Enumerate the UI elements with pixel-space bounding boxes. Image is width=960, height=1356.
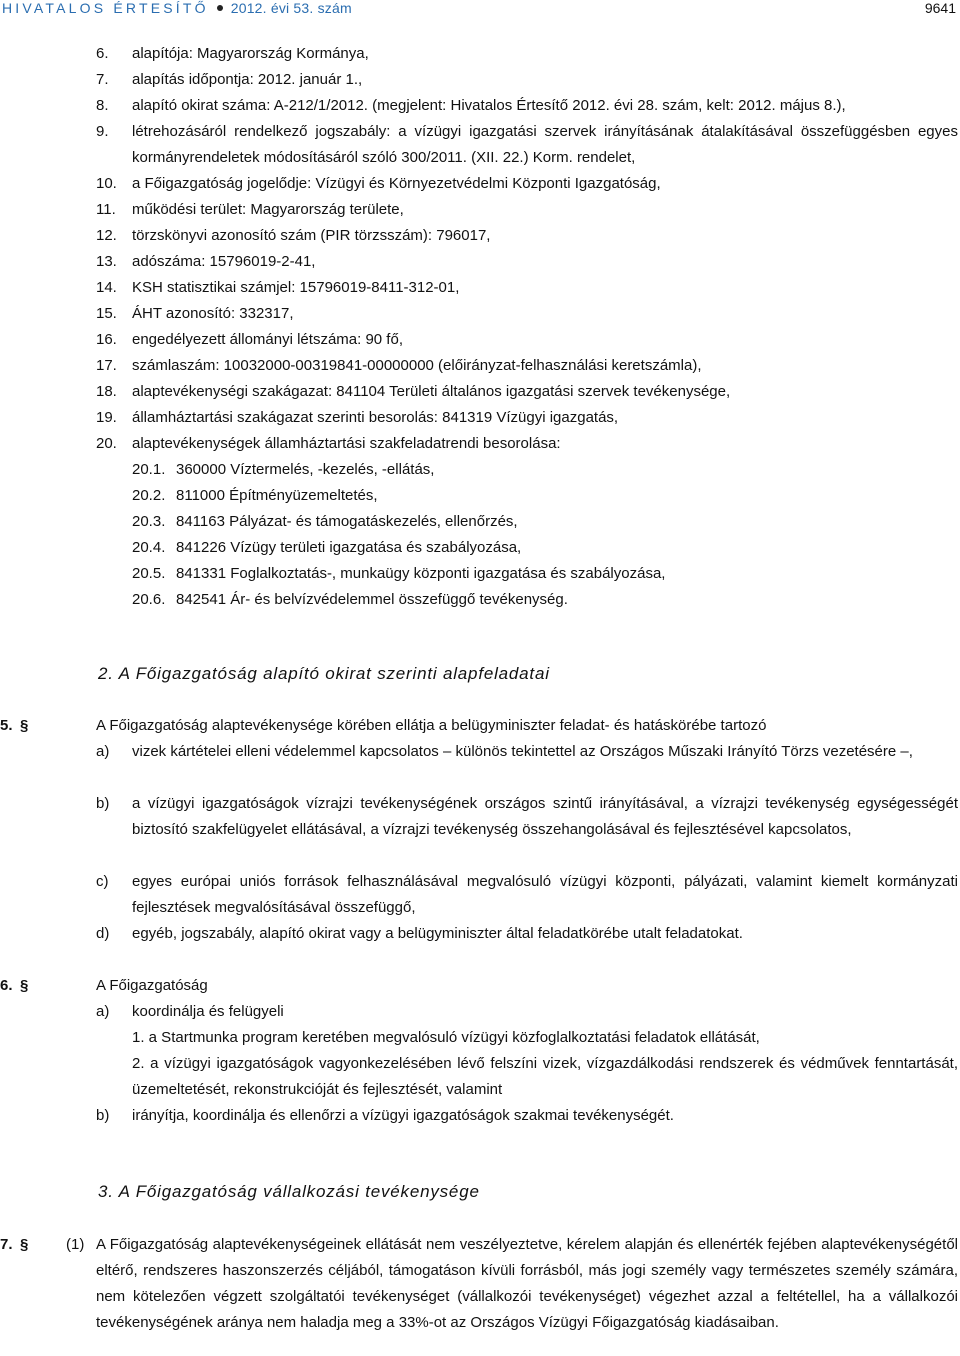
subsection-number: (1): [66, 1236, 85, 1253]
item-label: c): [96, 873, 109, 890]
item-text: egyéb, jogszabály, alapító okirat vagy a belügyminiszter által feladatkörébe utalt feladatokat.: [132, 925, 743, 942]
list-item-number: 15.: [96, 305, 117, 322]
lettered-item: [96, 999, 958, 1025]
list-item-text: létrehozásáról rendelkező jogszabály: a vízügyi igazgatási szervek irányításának átalakításával összefüggésben egyes kormányrendeletek módosításáról szóló 300/2011. (XII. 22.) Korm. rendelet,: [132, 123, 958, 166]
list-item-text: működési terület: Magyarország területe,: [132, 201, 404, 218]
list-item-number: 8.: [96, 97, 109, 114]
subitem-text: 2. a vízügyi igazgatóságok vagyonkezelésében lévő felszíni vizek, vízgazdálkodási rendszerek és védművek fenntartását, üzemeltetését, rekonstrukcióját és fejlesztését, valamint: [132, 1055, 958, 1098]
item-text: a vízügyi igazgatóságok vízrajzi tevékenységének országos szintű irányításával, a vízrajzi tevékenység egységességét biztosító szakfelügyelet ellátásával, a vízrajzi tevékenység összehangolásával és fejlesztésével kapcsolatos,: [132, 795, 958, 838]
list-item: [96, 197, 960, 223]
list-item-text: engedélyezett állományi létszáma: 90 fő,: [132, 331, 403, 348]
list-item-text: a Főigazgatóság jogelődje: Vízügyi és Környezetvédelmi Központi Igazgatóság,: [132, 175, 661, 192]
paragraph-sign: §: [20, 717, 29, 734]
item-label: a): [96, 1003, 110, 1020]
sub-item-text: 841331 Foglalkoztatás-, munkaügy központi igazgatása és szabályozása,: [176, 565, 666, 582]
numbered-subitem: [132, 1025, 958, 1051]
item-text: irányítja, koordinálja és ellenőrzi a vízügyi igazgatóságok szakmai tevékenységét.: [132, 1107, 674, 1124]
list-item: [96, 249, 960, 275]
item-text: vizek kártételei elleni védelemmel kapcsolatos – különös tekintettel az Országos Műszaki Irányító Törzs vezetésére –,: [132, 743, 913, 760]
journal-title: HIVATALOS ÉRTESÍTŐ: [2, 0, 209, 16]
list-item: [96, 223, 960, 249]
list-item-text: KSH statisztikai számjel: 15796019-8411-312-01,: [132, 279, 460, 296]
list-item-number: 6.: [96, 45, 109, 62]
item-label: b): [96, 1107, 110, 1124]
paragraph-intro: A Főigazgatóság alaptevékenysége körében ellátja a belügyminiszter feladat- és hatáskörébe tartozó: [96, 717, 767, 734]
paragraph-number: 5.: [0, 717, 13, 734]
list-item-number: 20.: [96, 435, 117, 452]
list-item-number: 9.: [96, 123, 109, 140]
sub-item-text: 841226 Vízügy területi igazgatása és szabályozása,: [176, 539, 522, 556]
lettered-item: [96, 1103, 958, 1129]
item-text: koordinálja és felügyeli: [132, 1003, 284, 1020]
sub-item-number: 20.1.: [132, 461, 166, 478]
lettered-item: [96, 739, 958, 765]
sub-item-text: 841163 Pályázat- és támogatáskezelés, ellenőrzés,: [176, 513, 518, 530]
list-item-text: adószáma: 15796019-2-41,: [132, 253, 316, 270]
sub-item-number: 20.2.: [132, 487, 166, 504]
list-item-number: 7.: [96, 71, 109, 88]
list-item-text: államháztartási szakágazat szerinti besorolás: 841319 Vízügyi igazgatás,: [132, 409, 619, 426]
list-item-number: 10.: [96, 175, 117, 192]
list-item-text: ÁHT azonosító: 332317,: [132, 305, 294, 322]
list-item-number: 11.: [96, 201, 116, 218]
sub-item-text: 811000 Építményüzemeltetés,: [176, 487, 378, 504]
page-number: 9641: [924, 0, 956, 16]
paragraph-sign: §: [20, 977, 29, 994]
issue-label: 2012. évi 53. szám: [230, 0, 352, 16]
lettered-item: [96, 921, 958, 947]
section-title: 3. A Főigazgatóság vállalkozási tevékenysége: [98, 1182, 480, 1201]
list-item-text: számlaszám: 10032000-00319841-00000000 (előirányzat-felhasználási keretszámla),: [132, 357, 702, 374]
section-title: 2. A Főigazgatóság alapító okirat szerinti alapfeladatai: [98, 664, 550, 683]
paragraph-sign: §: [20, 1236, 29, 1253]
lettered-item: [96, 791, 958, 843]
numbered-subitem: [132, 1051, 958, 1103]
sub-item-number: 20.3.: [132, 513, 166, 530]
item-text: egyes európai uniós források felhasználásával megvalósuló vízügyi központi, pályázati, valamint kiemelt kormányzati fejlesztések megvalósításával összefüggő,: [132, 873, 958, 916]
list-item: [96, 67, 960, 93]
page-header: [0, 0, 960, 22]
list-item-number: 14.: [96, 279, 117, 296]
list-item-text: törzskönyvi azonosító szám (PIR törzsszám): 796017,: [132, 227, 491, 244]
sub-item-text: 360000 Víztermelés, -kezelés, -ellátás,: [176, 461, 435, 478]
list-item: [96, 431, 960, 457]
list-item: [96, 119, 958, 171]
paragraph-intro: A Főigazgatóság: [96, 977, 208, 994]
list-item-text: alapító okirat száma: A-212/1/2012. (megjelent: Hivatalos Értesítő 2012. évi 28. szám, kelt: 2012. május 8.),: [132, 97, 846, 114]
list-item-number: 13.: [96, 253, 117, 270]
list-item: [96, 171, 960, 197]
bullet-icon: [217, 5, 223, 11]
list-item: [96, 275, 960, 301]
lettered-item: [96, 869, 958, 921]
paragraph-number: 7.: [0, 1236, 13, 1253]
item-label: d): [96, 925, 110, 942]
list-item: [96, 405, 960, 431]
item-label: a): [96, 743, 110, 760]
list-item-number: 16.: [96, 331, 117, 348]
list-item-text: alapítás időpontja: 2012. január 1.,: [132, 71, 363, 88]
list-item: [96, 41, 960, 67]
list-item-number: 19.: [96, 409, 117, 426]
item-label: b): [96, 795, 110, 812]
list-item: [96, 379, 960, 405]
sub-item-number: 20.6.: [132, 591, 166, 608]
list-item-text: alaptevékenységek államháztartási szakfeladatrendi besorolása:: [132, 435, 561, 452]
sub-item-number: 20.5.: [132, 565, 166, 582]
list-item: [96, 353, 960, 379]
sub-item-number: 20.4.: [132, 539, 166, 556]
list-item: [96, 327, 960, 353]
paragraph-number: 6.: [0, 977, 13, 994]
list-item: [96, 301, 960, 327]
list-item: [96, 93, 960, 119]
list-item-text: alaptevékenységi szakágazat: 841104 Területi általános igazgatási szervek tevékenysége,: [132, 383, 731, 400]
list-item-text: alapítója: Magyarország Kormánya,: [132, 45, 369, 62]
list-item-number: 18.: [96, 383, 117, 400]
sub-item-text: 842541 Ár- és belvízvédelemmel összefüggő tevékenység.: [176, 591, 568, 608]
paragraph-text: A Főigazgatóság alaptevékenységeinek ellátását nem veszélyeztetve, kérelem alapján és ellenérték fejében alaptevékenységétől eltérő, rendszeres haszonszerzés céljából, támogatáson kívüli forrásból, más jogi személy vagy természetes személy számára, nem kötelezően végzett szolgáltatói tevékenységet (vállalkozói tevékenységet) végezhet azzal a feltétellel, ha a vállalkozói tevékenységének aránya nem haladja meg a 33%-ot az Országos Vízügyi Főigazgatóság kiadásaiban.: [96, 1236, 958, 1331]
list-item-number: 12.: [96, 227, 117, 244]
list-item-number: 17.: [96, 357, 117, 374]
subitem-text: 1. a Startmunka program keretében megvalósuló vízügyi közfoglalkoztatási feladatok ellátását,: [132, 1029, 760, 1046]
header-left: [2, 0, 352, 16]
